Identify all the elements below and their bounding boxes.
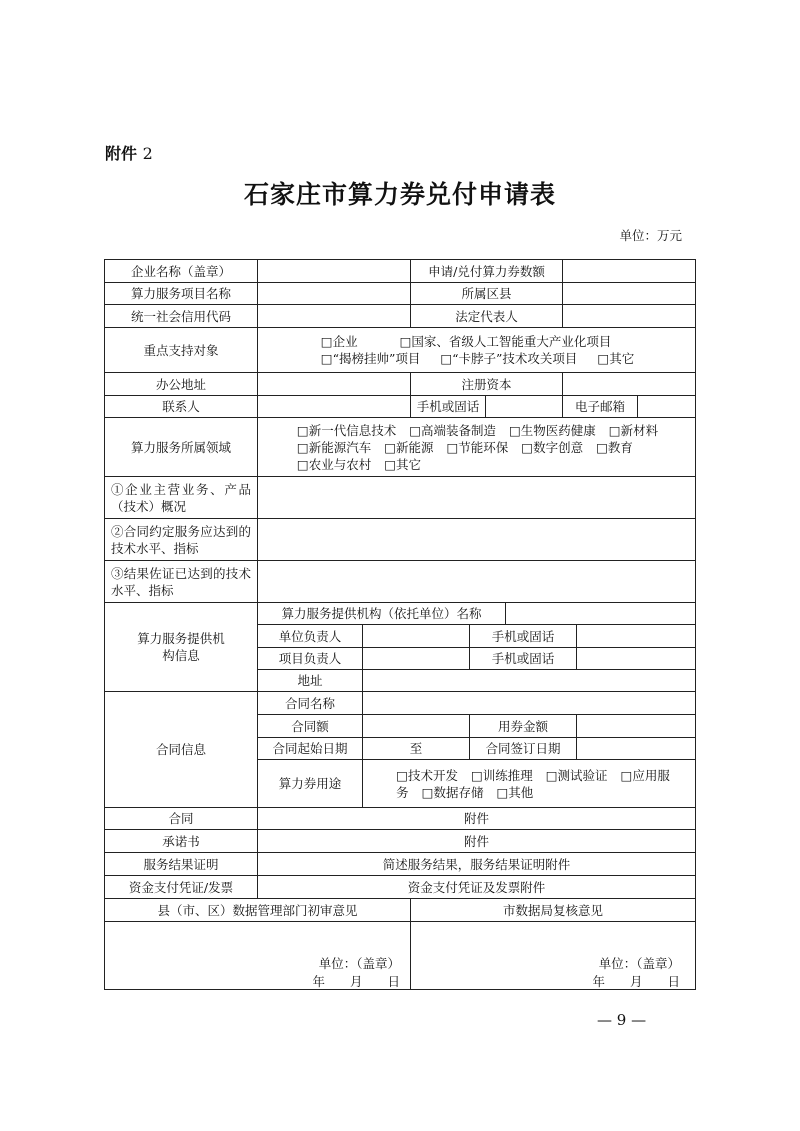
registered-capital-label: 注册资本	[411, 373, 563, 396]
service-field-options	[258, 418, 695, 477]
contract-sign-date-field[interactable]	[577, 738, 695, 760]
contact-field[interactable]	[258, 396, 411, 418]
usage-tech-dev[interactable]: □技术开发	[396, 767, 458, 783]
provider-info-label	[105, 603, 258, 692]
achieved-tech-level-label: ③结果佐证已达到的技术水平、指标	[105, 561, 258, 603]
company-name-field[interactable]	[258, 260, 411, 283]
business-overview-field[interactable]	[258, 477, 695, 519]
provider-address-label: 地址	[258, 670, 363, 692]
office-address-field[interactable]	[258, 373, 411, 396]
contract-name-field[interactable]	[363, 692, 695, 715]
attachment-number: 2	[142, 144, 153, 163]
company-name-label: 企业名称（盖章）	[105, 260, 258, 283]
city-review-title: 市数据局复核意见	[411, 899, 695, 922]
usage-app-service[interactable]: □应用服	[620, 767, 670, 783]
voucher-used-label: 用券金额	[470, 715, 577, 738]
page-number: — 9 —	[597, 1011, 647, 1029]
application-form-table	[104, 259, 696, 990]
promise-letter-attachment[interactable]: 附件	[258, 830, 695, 853]
payment-proof-attachment[interactable]: 资金支付凭证及发票附件	[258, 876, 695, 899]
unit-head-label: 单位负责人	[258, 625, 363, 648]
achieved-tech-level-field[interactable]	[258, 561, 695, 603]
contract-doc-attachment[interactable]: 附件	[258, 808, 695, 830]
unit-note: 单位：万元	[619, 228, 682, 243]
usage-data-storage[interactable]: □数据存储	[421, 784, 484, 800]
credit-code-field[interactable]	[258, 305, 411, 328]
date-range-to: 至	[409, 741, 423, 756]
legal-rep-label: 法定代表人	[411, 305, 563, 328]
district-field[interactable]	[563, 283, 695, 305]
option-new-energy-vehicle[interactable]: □新能源汽车	[296, 439, 372, 455]
county-date-line: 年 月 日	[312, 974, 400, 989]
contact-phone-field[interactable]	[486, 396, 563, 418]
project-head-phone-field[interactable]	[577, 648, 695, 670]
option-agriculture[interactable]: □农业与农村	[296, 456, 372, 472]
business-overview-label: ①企业主营业务、产品（技术）概况	[105, 477, 258, 519]
voucher-amount-label: 申请/兑付算力券数额	[411, 260, 563, 283]
promise-letter-label: 承诺书	[105, 830, 258, 853]
usage-training-inference[interactable]: □训练推理	[470, 767, 533, 783]
service-field-label: 算力服务所属领域	[105, 418, 258, 477]
usage-other[interactable]: □其他	[496, 784, 534, 800]
option-new-energy[interactable]: □新能源	[384, 439, 434, 455]
option-other-field[interactable]: □其它	[384, 456, 421, 472]
contract-tech-target-label: ②合同约定服务应达到的技术水平、指标	[105, 519, 258, 561]
service-result-label: 服务结果证明	[105, 853, 258, 876]
attachment-text: 附件	[105, 144, 138, 163]
page-title: 石家庄市算力券兑付申请表	[243, 180, 556, 209]
project-head-label: 项目负责人	[258, 648, 363, 670]
district-label: 所属区县	[411, 283, 563, 305]
voucher-amount-field[interactable]	[563, 260, 695, 283]
option-national-ai-project[interactable]: □国家、省级人工智能重大产业化项目	[399, 334, 612, 349]
voucher-used-field[interactable]	[577, 715, 695, 738]
payment-proof-label: 资金支付凭证/发票	[105, 876, 258, 899]
county-signature	[255, 955, 400, 991]
contact-phone-label: 手机或固话	[411, 396, 486, 418]
option-open-competition[interactable]: □“揭榜挂帅”项目	[320, 351, 421, 366]
project-head-field[interactable]	[363, 648, 470, 670]
unit-head-phone-field[interactable]	[577, 625, 695, 648]
provider-info-text: 算力服务提供机构信息	[137, 631, 225, 663]
contract-tech-target-field[interactable]	[258, 519, 695, 561]
support-target-label: 重点支持对象	[105, 328, 258, 373]
county-review-title: 县（市、区）数据管理部门初审意见	[105, 899, 411, 922]
unit-head-field[interactable]	[363, 625, 470, 648]
county-seal-line: 单位：（盖章）	[318, 956, 400, 971]
contract-amount-label: 合同额	[258, 715, 363, 738]
option-new-materials[interactable]: □新材料	[608, 422, 659, 438]
unit-head-phone-label: 手机或固话	[470, 625, 577, 648]
email-label: 电子邮箱	[563, 396, 638, 418]
project-name-field[interactable]	[258, 283, 411, 305]
city-signature	[535, 955, 680, 991]
credit-code-label: 统一社会信用代码	[105, 305, 258, 328]
voucher-usage-label: 算力券用途	[258, 760, 363, 808]
email-field[interactable]	[638, 396, 695, 418]
option-other-support[interactable]: □其它	[597, 351, 635, 366]
option-key-tech-project[interactable]: □“卡脖子”技术攻关项目	[440, 351, 578, 366]
contract-amount-field[interactable]	[363, 715, 470, 738]
contract-sign-date-label: 合同签订日期	[470, 738, 577, 760]
usage-testing[interactable]: □测试验证	[545, 767, 608, 783]
voucher-usage-options	[363, 760, 695, 808]
provider-name-label: 算力服务提供机构（依托单位）名称	[258, 603, 506, 625]
support-target-options	[258, 328, 695, 373]
option-energy-saving[interactable]: □节能环保	[446, 439, 509, 455]
provider-address-field[interactable]	[363, 670, 695, 692]
contract-doc-label: 合同	[105, 808, 258, 830]
contract-info-label: 合同信息	[105, 692, 258, 808]
option-education[interactable]: □教育	[596, 439, 633, 455]
option-digital-creative[interactable]: □数字创意	[521, 439, 584, 455]
option-enterprise[interactable]: □企业	[320, 334, 358, 349]
city-date-line: 年 月 日	[592, 974, 680, 989]
contract-start-field[interactable]	[363, 738, 470, 760]
option-biomedicine[interactable]: □生物医药健康	[508, 422, 596, 438]
contract-name-label: 合同名称	[258, 692, 363, 715]
project-name-label: 算力服务项目名称	[105, 283, 258, 305]
usage-app-service-cont: 务	[396, 784, 409, 800]
provider-name-field[interactable]	[506, 603, 695, 625]
project-head-phone-label: 手机或固话	[470, 648, 577, 670]
attachment-label	[105, 141, 153, 164]
legal-rep-field[interactable]	[563, 305, 695, 328]
office-address-label: 办公地址	[105, 373, 258, 396]
city-seal-line: 单位：（盖章）	[598, 956, 680, 971]
option-next-gen-it[interactable]: □新一代信息技术	[296, 422, 397, 438]
contact-label: 联系人	[105, 396, 258, 418]
registered-capital-field[interactable]	[563, 373, 695, 396]
option-high-end-equipment[interactable]: □高端装备制造	[409, 422, 496, 438]
service-result-attachment[interactable]: 简述服务结果，服务结果证明附件	[258, 853, 695, 876]
contract-start-label: 合同起始日期	[258, 738, 363, 760]
